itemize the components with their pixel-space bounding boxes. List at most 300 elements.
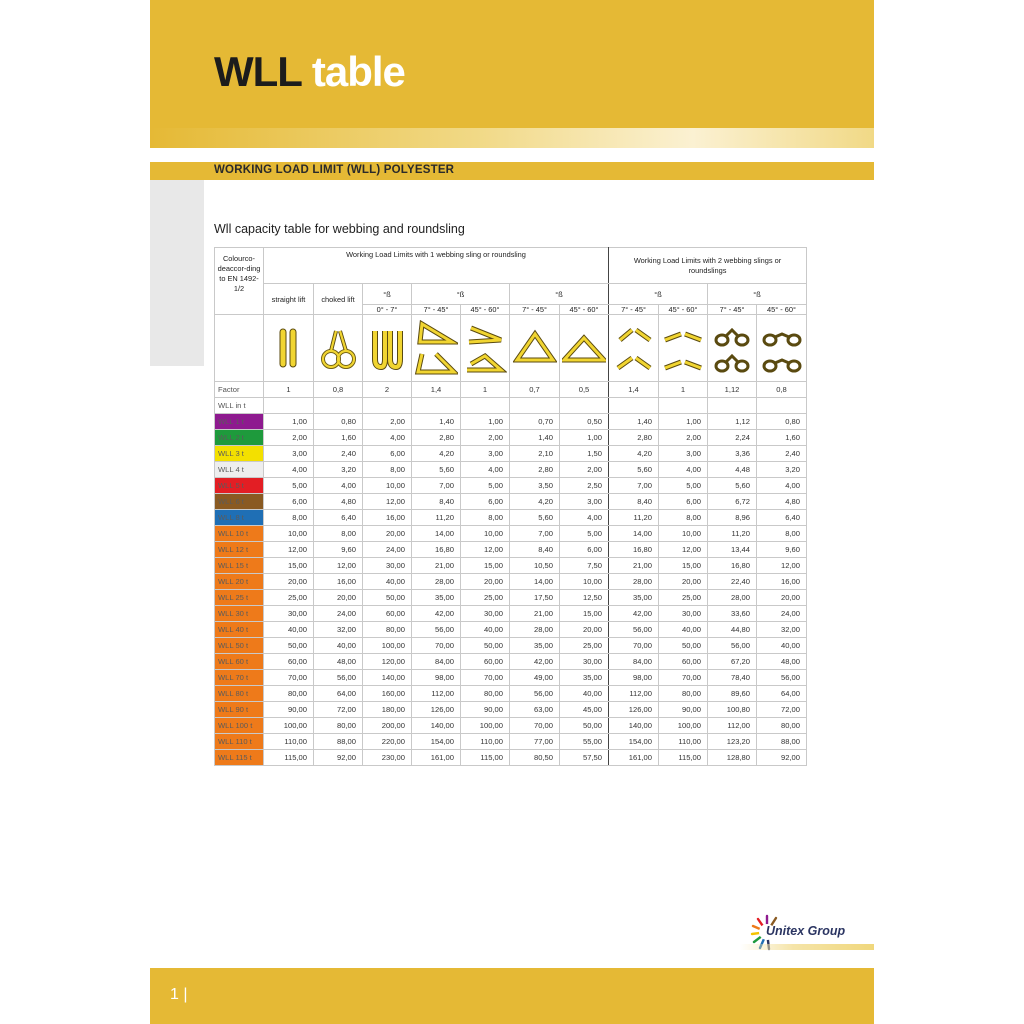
wll-value-cell: 60,00 <box>264 654 314 670</box>
wll-value-cell: 5,00 <box>264 478 314 494</box>
wll-value-cell: 70,00 <box>609 638 659 654</box>
wll-value-cell: 6,40 <box>314 510 363 526</box>
wll-value-cell: 28,00 <box>412 574 461 590</box>
wll-value-cell: 90,00 <box>659 702 708 718</box>
wll-value-cell: 17,50 <box>510 590 560 606</box>
beta-label: °ß <box>708 284 807 305</box>
wll-value-cell: 8,00 <box>264 510 314 526</box>
factor-value: 1,4 <box>609 382 659 398</box>
wll-color-label: WLL 70 t <box>215 670 264 686</box>
wll-value-cell: 78,40 <box>708 670 757 686</box>
wll-value-cell: 0,80 <box>314 414 363 430</box>
wll-value-cell: 21,00 <box>412 558 461 574</box>
wll-value-cell: 90,00 <box>264 702 314 718</box>
wll-value-cell: 15,00 <box>659 558 708 574</box>
wll-value-cell: 16,80 <box>708 558 757 574</box>
two-roundsling-illustration <box>708 315 757 382</box>
table-subtitle: Wll capacity table for webbing and roundsling <box>214 222 465 236</box>
wll-value-cell: 35,00 <box>510 638 560 654</box>
wll-value-cell: 2,00 <box>363 414 412 430</box>
wll-value-cell: 2,00 <box>264 430 314 446</box>
wll-value-cell: 112,00 <box>609 686 659 702</box>
wll-value-cell: 42,00 <box>609 606 659 622</box>
wll-value-cell: 10,50 <box>510 558 560 574</box>
table-row <box>215 574 807 590</box>
wll-value-cell: 20,00 <box>560 622 609 638</box>
wll-value-cell: 84,00 <box>412 654 461 670</box>
wll-value-cell: 90,00 <box>461 702 510 718</box>
wll-value-cell: 20,00 <box>659 574 708 590</box>
wll-value-cell: 25,00 <box>461 590 510 606</box>
wll-value-cell: 1,60 <box>757 430 807 446</box>
wll-value-cell: 80,00 <box>461 686 510 702</box>
wll-value-cell: 14,00 <box>609 526 659 542</box>
wll-value-cell: 2,40 <box>757 446 807 462</box>
wll-value-cell: 30,00 <box>363 558 412 574</box>
wll-value-cell: 2,50 <box>560 478 609 494</box>
group1-header: Working Load Limits with 1 webbing sling or roundsling <box>264 248 609 284</box>
empty-cell <box>708 398 757 414</box>
wll-value-cell: 28,00 <box>609 574 659 590</box>
wll-value-cell: 5,00 <box>461 478 510 494</box>
wll-value-cell: 28,00 <box>510 622 560 638</box>
wll-value-cell: 48,00 <box>757 654 807 670</box>
wll-value-cell: 10,00 <box>264 526 314 542</box>
wll-value-cell: 16,80 <box>609 542 659 558</box>
table-row <box>215 638 807 654</box>
wll-value-cell: 11,20 <box>412 510 461 526</box>
section-title: WORKING LOAD LIMIT (WLL) POLYESTER <box>214 164 455 176</box>
wll-value-cell: 2,00 <box>560 462 609 478</box>
wll-value-cell: 200,00 <box>363 718 412 734</box>
wll-value-cell: 4,20 <box>609 446 659 462</box>
wll-value-cell: 11,20 <box>609 510 659 526</box>
wll-value-cell: 80,50 <box>510 750 560 766</box>
wll-value-cell: 8,00 <box>659 510 708 526</box>
wll-value-cell: 35,00 <box>560 670 609 686</box>
wll-value-cell: 5,60 <box>708 478 757 494</box>
wll-value-cell: 15,00 <box>560 606 609 622</box>
wll-value-cell: 5,00 <box>560 526 609 542</box>
wll-value-cell: 9,60 <box>314 542 363 558</box>
table-row <box>215 430 807 446</box>
document-page <box>150 0 874 1024</box>
wll-value-cell: 5,60 <box>412 462 461 478</box>
wll-value-cell: 16,00 <box>363 510 412 526</box>
wll-value-cell: 56,00 <box>314 670 363 686</box>
wll-value-cell: 24,00 <box>757 606 807 622</box>
wll-value-cell: 92,00 <box>314 750 363 766</box>
table-row <box>215 718 807 734</box>
wll-value-cell: 5,60 <box>510 510 560 526</box>
wll-value-cell: 4,00 <box>264 462 314 478</box>
wll-value-cell: 49,00 <box>510 670 560 686</box>
wll-value-cell: 1,00 <box>264 414 314 430</box>
wll-color-label: WLL 20 t <box>215 574 264 590</box>
wll-value-cell: 1,00 <box>560 430 609 446</box>
wll-color-label: WLL 15 t <box>215 558 264 574</box>
wll-value-cell: 67,20 <box>708 654 757 670</box>
wll-value-cell: 56,00 <box>757 670 807 686</box>
wll-value-cell: 110,00 <box>461 734 510 750</box>
wll-value-cell: 42,00 <box>510 654 560 670</box>
wll-value-cell: 20,00 <box>314 590 363 606</box>
wll-color-label: WLL 5 t <box>215 478 264 494</box>
wll-value-cell: 7,00 <box>412 478 461 494</box>
wll-value-cell: 2,80 <box>412 430 461 446</box>
factor-value: 1 <box>264 382 314 398</box>
factor-value: 1 <box>461 382 510 398</box>
wll-value-cell: 112,00 <box>708 718 757 734</box>
wll-value-cell: 1,00 <box>461 414 510 430</box>
wll-color-label: WLL 30 t <box>215 606 264 622</box>
wll-value-cell: 0,70 <box>510 414 560 430</box>
wll-value-cell: 154,00 <box>609 734 659 750</box>
wll-color-label: WLL 90 t <box>215 702 264 718</box>
wll-value-cell: 12,00 <box>363 494 412 510</box>
table-row <box>215 446 807 462</box>
empty-cell <box>560 398 609 414</box>
page-header <box>150 0 874 148</box>
section-bar <box>150 162 874 180</box>
wll-value-cell: 4,00 <box>461 462 510 478</box>
wll-value-cell: 110,00 <box>264 734 314 750</box>
wll-value-cell: 1,40 <box>510 430 560 446</box>
wll-value-cell: 45,00 <box>560 702 609 718</box>
wll-value-cell: 48,00 <box>314 654 363 670</box>
wll-value-cell: 3,36 <box>708 446 757 462</box>
wll-value-cell: 5,00 <box>659 478 708 494</box>
two-roundsling-illustration <box>757 315 807 382</box>
wll-value-cell: 20,00 <box>363 526 412 542</box>
wll-value-cell: 2,00 <box>461 430 510 446</box>
wll-value-cell: 100,00 <box>264 718 314 734</box>
factor-label: Factor <box>215 382 264 398</box>
logo-underline <box>740 944 874 950</box>
wll-color-label: WLL 1 t <box>215 414 264 430</box>
wll-color-label: WLL 25 t <box>215 590 264 606</box>
choked-lift-header: choked lift <box>314 284 363 315</box>
wll-value-cell: 3,00 <box>659 446 708 462</box>
angle-label: 7° - 45° <box>510 305 560 315</box>
triangle-angle-illustration <box>510 315 560 382</box>
wll-value-cell: 6,00 <box>264 494 314 510</box>
wll-value-cell: 35,00 <box>609 590 659 606</box>
wll-value-cell: 21,00 <box>609 558 659 574</box>
page-footer <box>150 968 874 1024</box>
wll-value-cell: 16,00 <box>314 574 363 590</box>
wll-value-cell: 8,40 <box>412 494 461 510</box>
wll-value-cell: 70,00 <box>264 670 314 686</box>
wll-value-cell: 14,00 <box>510 574 560 590</box>
wll-value-cell: 0,80 <box>757 414 807 430</box>
wll-value-cell: 180,00 <box>363 702 412 718</box>
wll-color-label: WLL 40 t <box>215 622 264 638</box>
wll-value-cell: 3,00 <box>264 446 314 462</box>
wll-value-cell: 115,00 <box>264 750 314 766</box>
wll-value-cell: 6,00 <box>461 494 510 510</box>
angle-label: 7° - 45° <box>708 305 757 315</box>
wll-value-cell: 8,40 <box>510 542 560 558</box>
wll-color-label: WLL 60 t <box>215 654 264 670</box>
wll-value-cell: 72,00 <box>757 702 807 718</box>
factor-value: 0,7 <box>510 382 560 398</box>
wll-value-cell: 25,00 <box>560 638 609 654</box>
wll-value-cell: 126,00 <box>412 702 461 718</box>
wll-value-cell: 1,40 <box>412 414 461 430</box>
wll-value-cell: 3,20 <box>757 462 807 478</box>
wll-value-cell: 6,00 <box>560 542 609 558</box>
empty-cell <box>264 398 314 414</box>
beta-label: °ß <box>363 284 412 305</box>
wll-value-cell: 12,00 <box>757 558 807 574</box>
beta-label: °ß <box>510 284 609 305</box>
wll-value-cell: 4,00 <box>560 510 609 526</box>
table-row <box>215 558 807 574</box>
wll-value-cell: 100,00 <box>363 638 412 654</box>
wll-value-cell: 100,00 <box>461 718 510 734</box>
wll-value-cell: 24,00 <box>314 606 363 622</box>
wll-value-cell: 84,00 <box>609 654 659 670</box>
wll-value-cell: 70,00 <box>412 638 461 654</box>
factor-value: 0,8 <box>757 382 807 398</box>
wll-value-cell: 50,00 <box>461 638 510 654</box>
wll-value-cell: 10,00 <box>461 526 510 542</box>
wll-value-cell: 40,00 <box>264 622 314 638</box>
wll-value-cell: 22,40 <box>708 574 757 590</box>
table-row <box>215 414 807 430</box>
wll-in-t-label: WLL in t <box>215 398 264 414</box>
wll-value-cell: 32,00 <box>757 622 807 638</box>
wll-value-cell: 8,00 <box>314 526 363 542</box>
wll-value-cell: 230,00 <box>363 750 412 766</box>
triangle-angle-illustration <box>560 315 609 382</box>
wll-value-cell: 50,00 <box>560 718 609 734</box>
angle-label: 45° - 60° <box>757 305 807 315</box>
wll-value-cell: 56,00 <box>609 622 659 638</box>
wll-color-label: WLL 12 t <box>215 542 264 558</box>
wll-value-cell: 140,00 <box>609 718 659 734</box>
wll-value-cell: 20,00 <box>461 574 510 590</box>
wll-color-label: WLL 6 t <box>215 494 264 510</box>
wll-value-cell: 30,00 <box>461 606 510 622</box>
wll-value-cell: 8,00 <box>757 526 807 542</box>
wll-value-cell: 92,00 <box>757 750 807 766</box>
wll-value-cell: 6,72 <box>708 494 757 510</box>
wll-value-cell: 63,00 <box>510 702 560 718</box>
factor-value: 1,12 <box>708 382 757 398</box>
wll-value-cell: 25,00 <box>264 590 314 606</box>
wll-value-cell: 160,00 <box>363 686 412 702</box>
color-code-header: Colourco-deaccor-ding to EN 1492-1/2 <box>215 248 264 315</box>
wll-value-cell: 16,00 <box>757 574 807 590</box>
empty-cell <box>609 398 659 414</box>
factor-value: 0,5 <box>560 382 609 398</box>
wll-value-cell: 6,00 <box>363 446 412 462</box>
wll-value-cell: 4,20 <box>510 494 560 510</box>
empty-cell <box>412 398 461 414</box>
wll-value-cell: 6,00 <box>659 494 708 510</box>
wll-value-cell: 161,00 <box>412 750 461 766</box>
table-row <box>215 702 807 718</box>
wll-value-cell: 220,00 <box>363 734 412 750</box>
wll-value-cell: 12,50 <box>560 590 609 606</box>
wll-color-label: WLL 100 t <box>215 718 264 734</box>
wll-value-cell: 154,00 <box>412 734 461 750</box>
wll-value-cell: 140,00 <box>412 718 461 734</box>
empty-cell <box>461 398 510 414</box>
wll-value-cell: 33,60 <box>708 606 757 622</box>
table-row <box>215 654 807 670</box>
group2-header: Working Load Limits with 2 webbing slings or roundslings <box>609 248 807 284</box>
beta-label: °ß <box>412 284 510 305</box>
wll-value-cell: 3,20 <box>314 462 363 478</box>
wll-value-cell: 30,00 <box>659 606 708 622</box>
wll-capacity-table <box>214 247 807 766</box>
wll-value-cell: 4,00 <box>314 478 363 494</box>
wll-value-cell: 13,44 <box>708 542 757 558</box>
wll-value-cell: 6,40 <box>757 510 807 526</box>
wll-value-cell: 60,00 <box>659 654 708 670</box>
wll-value-cell: 7,00 <box>609 478 659 494</box>
wll-color-label: WLL 115 t <box>215 750 264 766</box>
table-row <box>215 462 807 478</box>
wll-value-cell: 4,00 <box>757 478 807 494</box>
logo-text: Unitex Group <box>766 924 846 938</box>
table-row <box>215 750 807 766</box>
wll-value-cell: 40,00 <box>757 638 807 654</box>
title-part-table: table <box>311 48 405 95</box>
factor-value: 1 <box>659 382 708 398</box>
wll-value-cell: 115,00 <box>461 750 510 766</box>
wll-value-cell: 100,80 <box>708 702 757 718</box>
angle-label: 45° - 60° <box>659 305 708 315</box>
factor-value: 0,8 <box>314 382 363 398</box>
page-number: 1 | <box>170 986 188 1003</box>
wll-color-label: WLL 3 t <box>215 446 264 462</box>
wll-value-cell: 50,00 <box>659 638 708 654</box>
wll-value-cell: 7,50 <box>560 558 609 574</box>
wll-value-cell: 56,00 <box>510 686 560 702</box>
wll-value-cell: 126,00 <box>609 702 659 718</box>
wll-value-cell: 70,00 <box>461 670 510 686</box>
wll-value-cell: 15,00 <box>461 558 510 574</box>
wll-value-cell: 4,80 <box>757 494 807 510</box>
wll-value-cell: 4,00 <box>363 430 412 446</box>
wll-value-cell: 112,00 <box>412 686 461 702</box>
wll-value-cell: 7,00 <box>510 526 560 542</box>
wll-color-label: WLL 4 t <box>215 462 264 478</box>
wll-value-cell: 20,00 <box>757 590 807 606</box>
angle-label: 7° - 45° <box>412 305 461 315</box>
basket-angle-illustration <box>461 315 510 382</box>
wll-value-cell: 55,00 <box>560 734 609 750</box>
wll-value-cell: 42,00 <box>412 606 461 622</box>
empty-cell <box>314 398 363 414</box>
table-row <box>215 526 807 542</box>
wll-color-label: WLL 110 t <box>215 734 264 750</box>
wll-value-cell: 88,00 <box>314 734 363 750</box>
wll-value-cell: 4,00 <box>659 462 708 478</box>
factor-value: 2 <box>363 382 412 398</box>
wll-value-cell: 4,80 <box>314 494 363 510</box>
empty-cell <box>659 398 708 414</box>
table-row <box>215 606 807 622</box>
basket-angle-illustration <box>412 315 461 382</box>
wll-value-cell: 50,00 <box>363 590 412 606</box>
wll-value-cell: 3,00 <box>461 446 510 462</box>
wll-value-cell: 12,00 <box>659 542 708 558</box>
table-row <box>215 542 807 558</box>
angle-label: 45° - 60° <box>461 305 510 315</box>
wll-value-cell: 80,00 <box>363 622 412 638</box>
empty-cell <box>510 398 560 414</box>
straight-lift-illustration <box>264 315 314 382</box>
wll-value-cell: 3,00 <box>560 494 609 510</box>
wll-value-cell: 1,12 <box>708 414 757 430</box>
wll-value-cell: 89,60 <box>708 686 757 702</box>
basket-vertical-illustration <box>363 315 412 382</box>
wll-value-cell: 110,00 <box>659 734 708 750</box>
wll-value-cell: 77,00 <box>510 734 560 750</box>
wll-value-cell: 64,00 <box>757 686 807 702</box>
wll-value-cell: 98,00 <box>412 670 461 686</box>
wll-color-label: WLL 80 t <box>215 686 264 702</box>
wll-value-cell: 120,00 <box>363 654 412 670</box>
wll-value-cell: 30,00 <box>264 606 314 622</box>
wll-value-cell: 12,00 <box>314 558 363 574</box>
wll-value-cell: 140,00 <box>363 670 412 686</box>
wll-value-cell: 21,00 <box>510 606 560 622</box>
table-row <box>215 510 807 526</box>
angle-label: 0° - 7° <box>363 305 412 315</box>
wll-value-cell: 2,24 <box>708 430 757 446</box>
wll-value-cell: 80,00 <box>264 686 314 702</box>
wll-value-cell: 40,00 <box>560 686 609 702</box>
wll-value-cell: 10,00 <box>659 526 708 542</box>
wll-value-cell: 1,40 <box>609 414 659 430</box>
beta-label: °ß <box>609 284 708 305</box>
wll-value-cell: 60,00 <box>363 606 412 622</box>
wll-value-cell: 8,00 <box>461 510 510 526</box>
wll-color-label: WLL 2 t <box>215 430 264 446</box>
wll-value-cell: 128,80 <box>708 750 757 766</box>
factor-value: 1,4 <box>412 382 461 398</box>
wll-value-cell: 50,00 <box>264 638 314 654</box>
wll-value-cell: 12,00 <box>264 542 314 558</box>
wll-value-cell: 10,00 <box>363 478 412 494</box>
page-title <box>214 48 405 96</box>
wll-value-cell: 80,00 <box>757 718 807 734</box>
wll-value-cell: 72,00 <box>314 702 363 718</box>
wll-value-cell: 8,40 <box>609 494 659 510</box>
choked-lift-illustration <box>314 315 363 382</box>
wll-value-cell: 3,50 <box>510 478 560 494</box>
angle-label: 7° - 45° <box>609 305 659 315</box>
table-row <box>215 622 807 638</box>
wll-value-cell: 8,96 <box>708 510 757 526</box>
wll-value-cell: 100,00 <box>659 718 708 734</box>
wll-value-cell: 2,10 <box>510 446 560 462</box>
table-row <box>215 670 807 686</box>
wll-value-cell: 14,00 <box>412 526 461 542</box>
empty-cell <box>757 398 807 414</box>
wll-value-cell: 80,00 <box>659 686 708 702</box>
angle-label: 45° - 60° <box>560 305 609 315</box>
wll-value-cell: 32,00 <box>314 622 363 638</box>
wll-color-label: WLL 8 t <box>215 510 264 526</box>
wll-value-cell: 24,00 <box>363 542 412 558</box>
